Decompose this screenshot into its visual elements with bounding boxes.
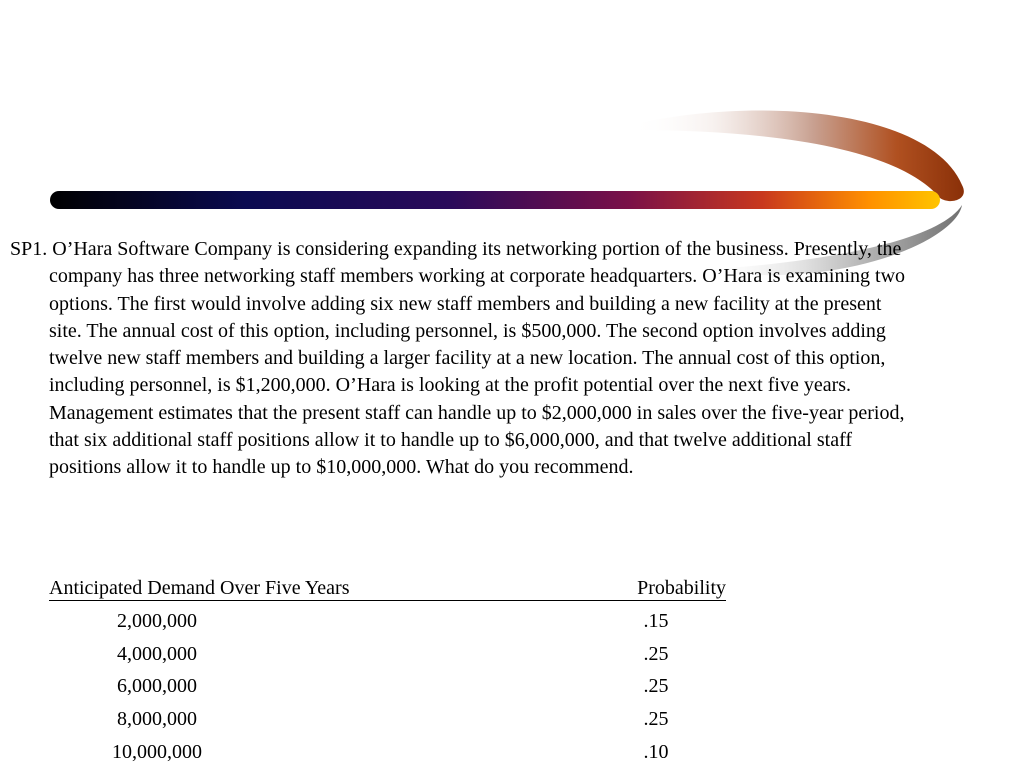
table-row xyxy=(0,608,1024,634)
table-row xyxy=(0,739,1024,765)
table-row xyxy=(0,673,1024,699)
title-gradient-bar xyxy=(50,191,940,209)
table-row xyxy=(0,641,1024,667)
demand-cell: 10,000,000 xyxy=(112,741,202,763)
demand-cell: 2,000,000 xyxy=(117,610,197,632)
probability-cell: .15 xyxy=(643,610,669,632)
demand-cell: 4,000,000 xyxy=(117,643,197,665)
swoosh-upper xyxy=(630,111,964,202)
demand-cell: 6,000,000 xyxy=(117,675,197,697)
header-probability: Probability xyxy=(637,577,726,599)
probability-cell: .25 xyxy=(643,675,669,697)
table-header xyxy=(49,576,726,601)
problem-statement: SP1. O’Hara Software Company is considering expanding its networking portion of the business. Presently, the company has three networking staff members working at corporate headquarters. O’Hara is examining two options. The first would involve adding six new staff members and building a new facility at the present site. The annual cost of this option, including personnel, is $500,000. The second option involves adding twelve new staff members and building a larger facility at a new location. The annual cost of this option, including personnel, is $1,200,000. O’Hara is looking at the profit potential over the next five years. Management estimates that the present staff can handle up to $2,000,000 in sales over the five-year period, that six additional staff positions allow it to handle up to $6,000,000, and that twelve additional staff positions allow it to handle up to $10,000,000. What do you recommend. xyxy=(10,238,906,479)
table-row xyxy=(0,706,1024,732)
demand-cell: 8,000,000 xyxy=(117,708,197,730)
probability-cell: .25 xyxy=(643,708,669,730)
header-anticipated-demand: Anticipated Demand Over Five Years xyxy=(49,577,350,599)
probability-cell: .10 xyxy=(643,741,669,763)
probability-cell: .25 xyxy=(643,643,669,665)
